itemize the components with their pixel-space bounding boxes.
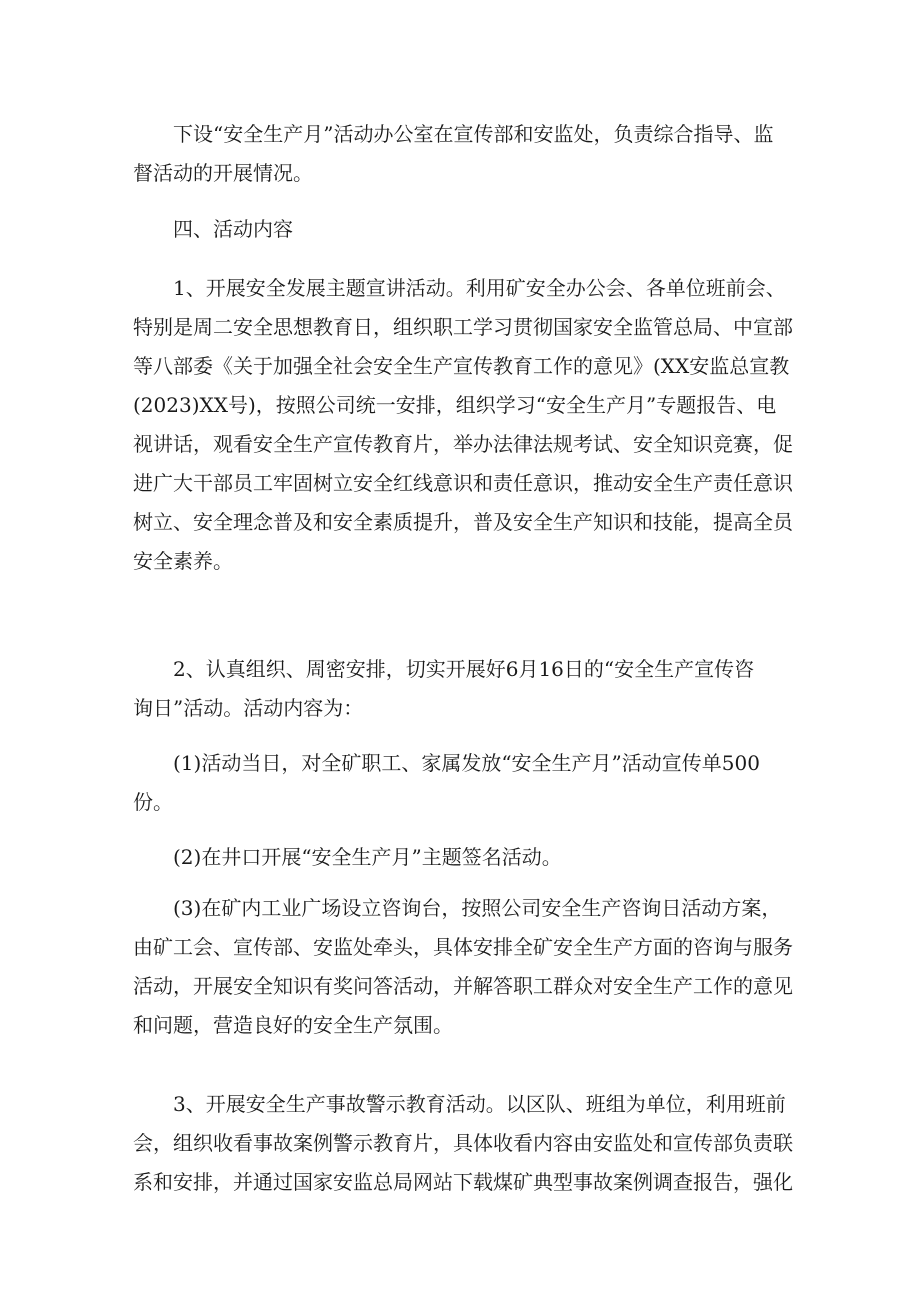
text-line: 活动，开展安全知识有奖问答活动，并解答职工群众对安全生产工作的意见 — [133, 974, 793, 998]
text-line: 2、认真组织、周密安排，切实开展好6月16日的“安全生产宣传咨 — [133, 657, 755, 681]
text-line: 会，组织收看事故案例警示教育片，具体收看内容由安监处和宣传部负责联 — [133, 1131, 793, 1155]
text-line: (1)活动当日，对全矿职工、家属发放“安全生产月”活动宣传单500 — [133, 751, 760, 775]
paragraph-subitem-3 — [133, 889, 793, 1045]
text-line: 下设“安全生产月”活动办公室在宣传部和安监处，负责综合指导、监 — [133, 122, 774, 146]
text-line: (2)在井口开展“安全生产月”主题签名活动。 — [133, 845, 562, 869]
text-line: 和问题，营造良好的安全生产氛围。 — [133, 1013, 453, 1037]
text-line: 份。 — [133, 790, 173, 814]
text-line: (3)在矿内工业广场设立咨询台，按照公司安全生产咨询日活动方案， — [133, 896, 782, 920]
text-line: 督活动的开展情况。 — [133, 161, 313, 185]
text-line: 树立、安全理念普及和安全素质提升，普及安全生产知识和技能，提高全员 — [133, 510, 793, 534]
paragraph-item-1 — [133, 269, 793, 581]
text-line: 询日”活动。活动内容为： — [133, 696, 364, 720]
paragraph-subitem-2 — [133, 838, 793, 877]
text-line: 四、活动内容 — [133, 217, 293, 241]
text-line: (2023)XX号)，按照公司统一安排，组织学习“安全生产月”专题报告、电 — [133, 393, 777, 417]
section-heading-activity-content — [133, 210, 793, 249]
paragraph-office-setup — [133, 115, 793, 193]
text-line: 3、开展安全生产事故警示教育活动。以区队、班组为单位，利用班前 — [133, 1092, 786, 1116]
text-line: 1、开展安全发展主题宣讲活动。利用矿安全办公会、各单位班前会、 — [133, 276, 786, 300]
text-line: 进广大干部员工牢固树立安全红线意识和责任意识，推动安全生产责任意识 — [133, 471, 793, 495]
paragraph-item-2 — [133, 650, 793, 728]
text-line: 特别是周二安全思想教育日，组织职工学习贯彻国家安全监管总局、中宣部 — [133, 315, 793, 339]
paragraph-subitem-1 — [133, 744, 793, 822]
text-line: 视讲话，观看安全生产宣传教育片，举办法律法规考试、安全知识竞赛，促 — [133, 432, 793, 456]
text-line: 系和安排，并通过国家安监总局网站下载煤矿典型事故案例调查报告，强化 — [133, 1170, 793, 1194]
text-line: 由矿工会、宣传部、安监处牵头，具体安排全矿安全生产方面的咨询与服务 — [133, 935, 793, 959]
text-line: 安全素养。 — [133, 549, 233, 573]
text-line: 等八部委《关于加强全社会安全生产宣传教育工作的意见》(XX安监总宣教 — [133, 354, 790, 378]
paragraph-item-3 — [133, 1085, 793, 1202]
